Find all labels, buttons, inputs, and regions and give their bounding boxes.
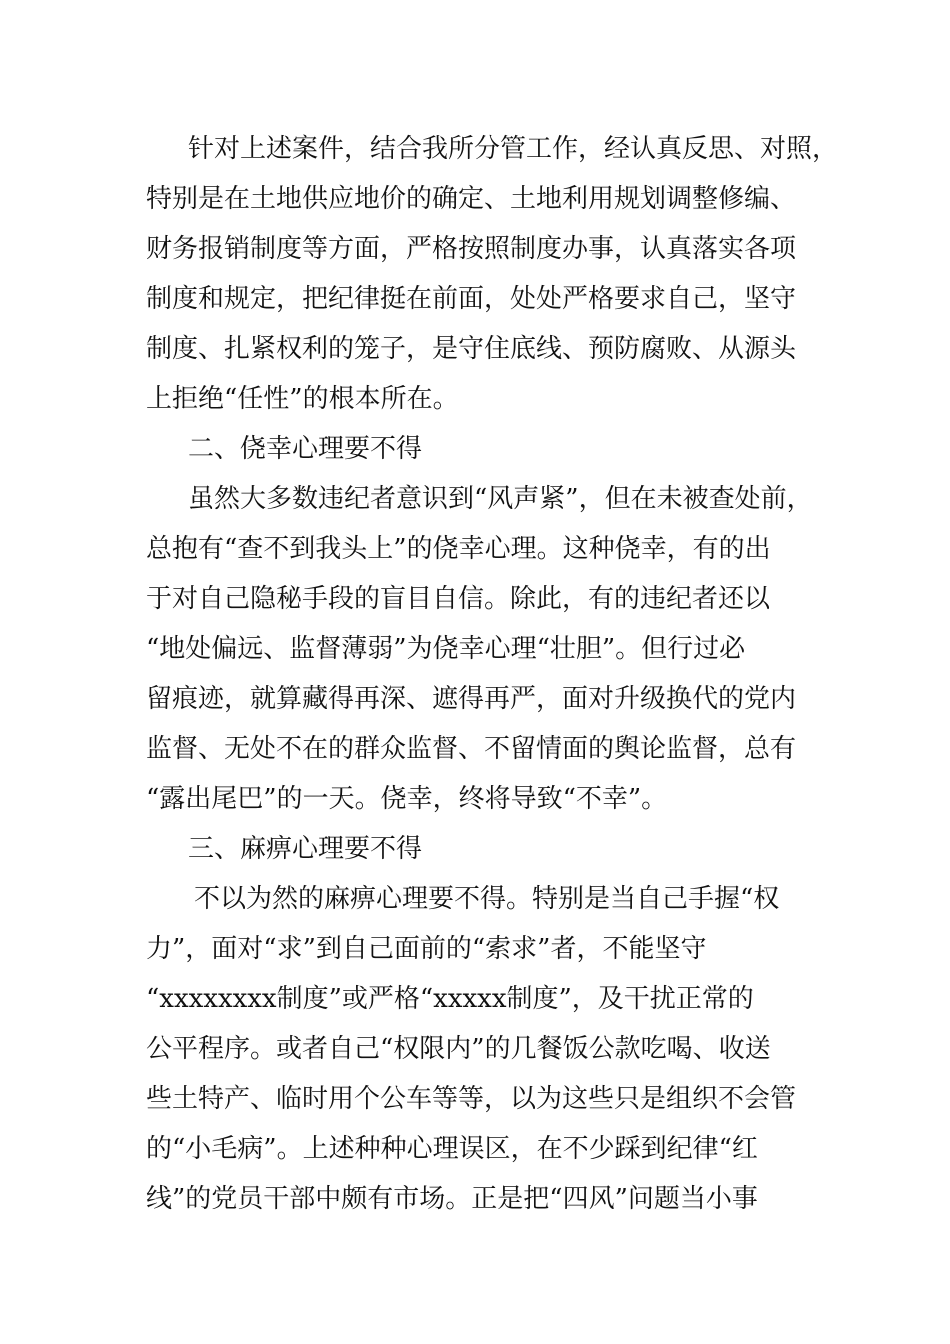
text-line: “露出尾巴”的一天。侥幸，终将导致“不幸”。 [146, 784, 668, 814]
text-line: 留痕迹，就算藏得再深、遮得再严，面对升级换代的党内 [146, 684, 797, 714]
text-line: 制度和规定，把纪律挺在前面，处处严格要求自己，坚守 [146, 284, 797, 314]
text-line: 公平程序。或者自己“权限内”的几餐饭公款吃喝、收送 [146, 1034, 771, 1064]
text-line: 总抱有“查不到我头上”的侥幸心理。这种侥幸，有的出 [146, 534, 771, 564]
text-line: 虽然大多数违纪者意识到“风声紧”，但在未被查处前， [188, 484, 813, 514]
text-line: 线”的党员干部中颇有市场。正是把“四风”问题当小事 [146, 1184, 758, 1214]
section-heading: 二、侥幸心理要不得 [188, 434, 423, 464]
text-line: “地处偏远、监督薄弱”为侥幸心理“壮胆”。但行过必 [146, 634, 746, 664]
text-line: 力”，面对“求”到自己面前的“索求”者，不能坚守 [146, 934, 707, 964]
text-line: 制度、扎紧权利的笼子，是守住底线、预防腐败、从源头 [146, 334, 797, 364]
section-heading: 三、麻痹心理要不得 [188, 834, 423, 864]
text-line: “xxxxxxxx制度”或严格“xxxxx制度”，及干扰正常的 [146, 984, 754, 1014]
text-line: 些土特产、临时用个公车等等，以为这些只是组织不会管 [146, 1084, 797, 1114]
text-line: 不以为然的麻痹心理要不得。特别是当自己手握“权 [194, 884, 780, 914]
text-line: 监督、无处不在的群众监督、不留情面的舆论监督，总有 [146, 734, 797, 764]
text-line: 的“小毛病”。上述种种心理误区，在不少踩到纪律“红 [146, 1134, 758, 1164]
text-line: 特别是在土地供应地价的确定、土地利用规划调整修编、 [146, 184, 797, 214]
text-line: 财务报销制度等方面，严格按照制度办事，认真落实各项 [146, 234, 797, 264]
text-line: 于对自己隐秘手段的盲目自信。除此，有的违纪者还以 [146, 584, 771, 614]
text-line: 针对上述案件，结合我所分管工作，经认真反思、对照， [188, 134, 839, 164]
text-line: 上拒绝“任性”的根本所在。 [146, 384, 459, 414]
